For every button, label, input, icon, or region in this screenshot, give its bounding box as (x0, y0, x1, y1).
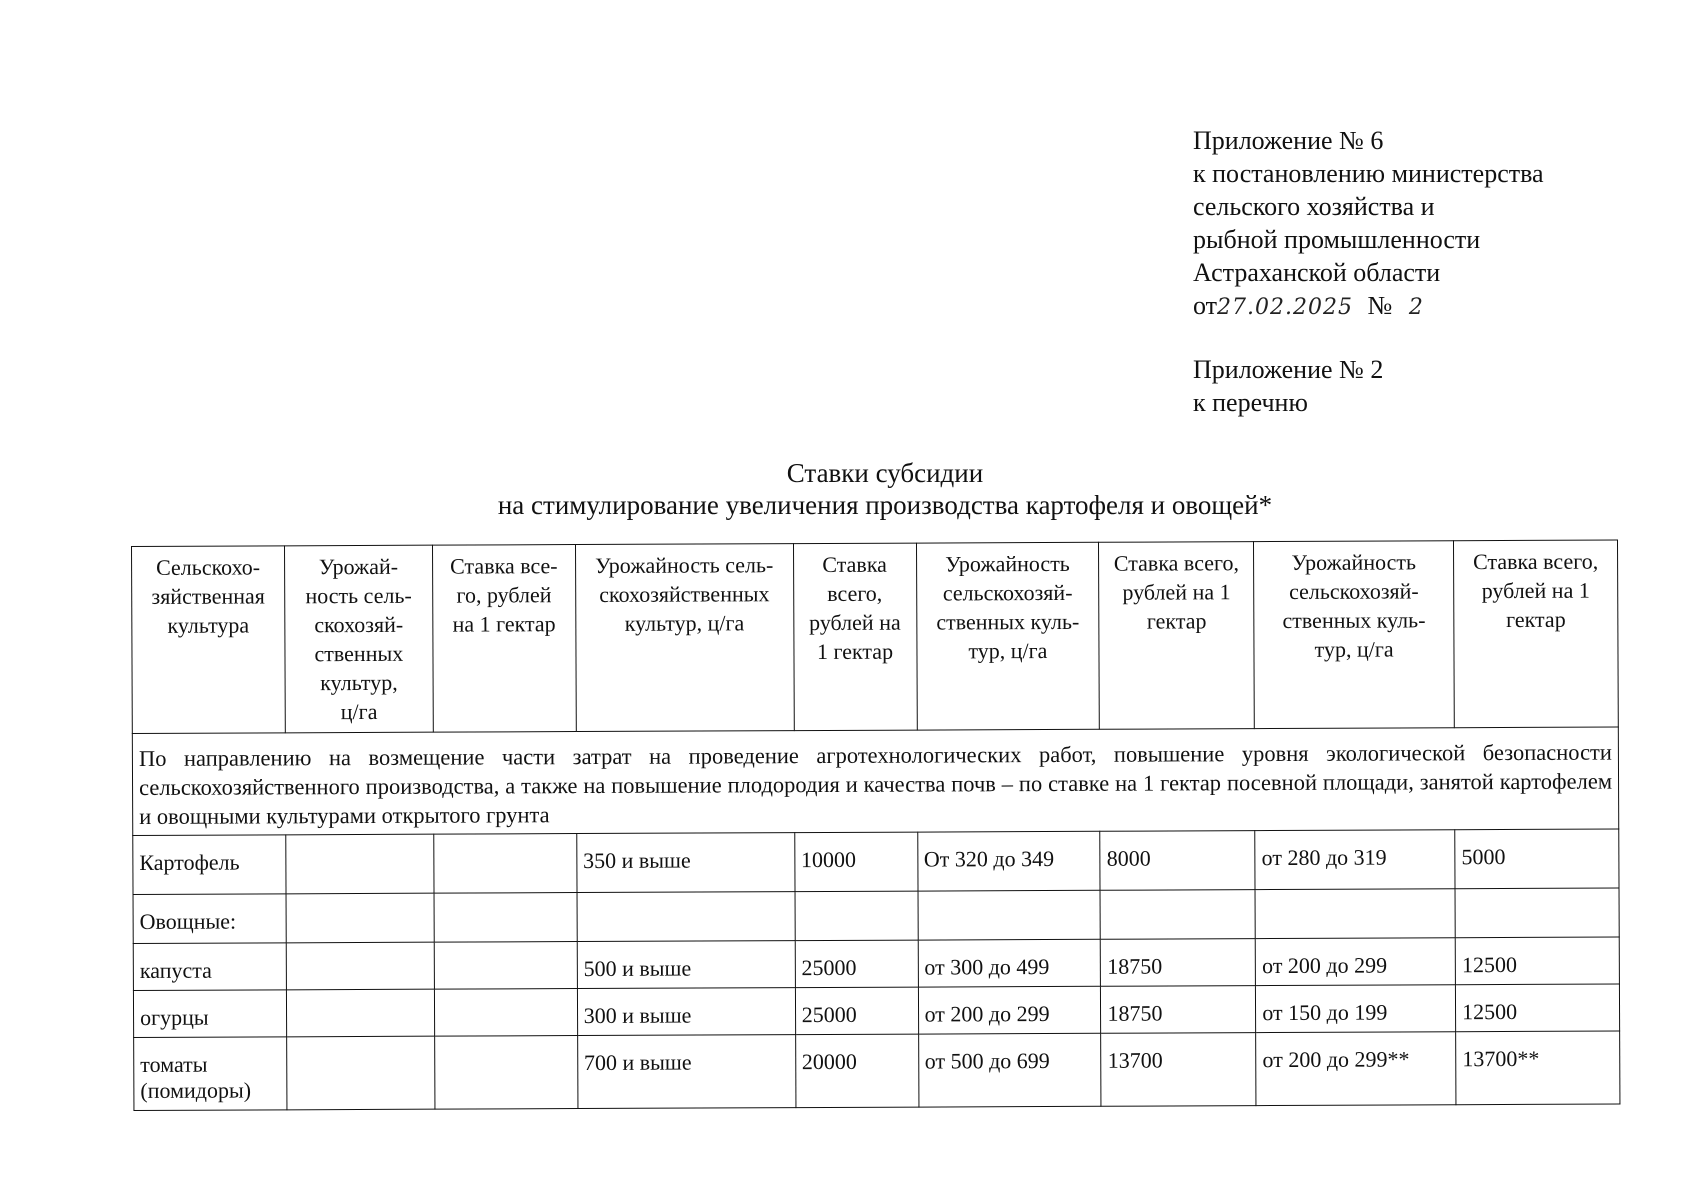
section-description: По направлению на возмещение части затрат на проведение агротехнологических работ, повышение уровня экологической безопасности сельскохозяйственного производства, а также на повышение плодородия и качества почв – по ставке на 1 гектар посевной площади, занятой картофелем и овощными культурами открытого грунта (132, 727, 1618, 835)
table-cell: 20000 (795, 1034, 918, 1108)
table-cell (795, 891, 918, 941)
column-header: Урожай- ность сель- скохозяй- ственных культур, ц/га (284, 545, 433, 733)
appendix-line: Приложение № 2 (1193, 355, 1384, 384)
table-row (134, 1031, 1620, 1110)
table-cell: 12500 (1456, 984, 1620, 1032)
table-cell: от 200 до 299** (1256, 1032, 1456, 1106)
table-cell: 12500 (1455, 937, 1619, 985)
table-cell: 700 и выше (577, 1035, 795, 1109)
table-cell: 500 и выше (577, 941, 795, 989)
appendix-line: к постановлению министерства (1193, 159, 1544, 188)
table-cell: 18750 (1101, 939, 1256, 987)
appendix-line: к перечню (1193, 388, 1308, 417)
table-cell (286, 834, 434, 894)
table-cell (1455, 888, 1619, 938)
table-cell (434, 893, 577, 943)
table-cell: 8000 (1100, 831, 1255, 891)
table-cell: 13700 (1101, 1033, 1256, 1107)
table-cell: от 200 до 299 (918, 986, 1101, 1034)
table-row (133, 937, 1619, 990)
table-cell: 350 и выше (576, 833, 794, 893)
table-cell (577, 892, 795, 942)
table-cell: От 320 до 349 (917, 831, 1100, 891)
subsidy-rates-table (131, 540, 1620, 1111)
column-header: Ставка всего, рублей на 1 гектар (1099, 542, 1255, 730)
date-prefix: от (1193, 291, 1218, 320)
table-cell: от 150 до 199 (1256, 985, 1456, 1033)
column-header: Сельскохо- зяйственная культура (132, 546, 286, 734)
crop-name-cell: Картофель (133, 835, 286, 895)
table-header-row (132, 540, 1619, 733)
table-cell (287, 1036, 435, 1110)
crop-name-cell: томаты (помидоры) (134, 1037, 287, 1111)
table-cell: 10000 (794, 832, 917, 892)
table-cell: 25000 (795, 987, 918, 1035)
appendix-line: сельского хозяйства и (1193, 192, 1435, 221)
table-row (133, 888, 1619, 943)
table-cell: 18750 (1101, 986, 1256, 1034)
crop-name-cell: огурцы (133, 990, 286, 1038)
table-row (133, 829, 1619, 894)
table-cell: 5000 (1455, 829, 1619, 889)
handwritten-number: 2 (1408, 295, 1424, 320)
crop-name-cell: капуста (133, 943, 286, 991)
table-cell: от 200 до 299 (1255, 938, 1455, 986)
table-cell (434, 989, 577, 1037)
appendix-date-line (1193, 289, 1544, 324)
appendix-line: рыбной промышленности (1193, 225, 1481, 254)
column-header: Ставка все- го, рублей на 1 гектар (432, 545, 576, 733)
handwritten-date: 27.02.2025 (1217, 295, 1353, 320)
table-cell (434, 942, 577, 990)
table-cell: от 300 до 499 (918, 939, 1101, 987)
column-header: Ставка всего, рублей на 1 гектар (1454, 540, 1619, 728)
table-cell (918, 890, 1101, 940)
column-header: Ставка всего, рублей на 1 гектар (793, 543, 917, 731)
table-cell: от 500 до 699 (918, 1033, 1101, 1107)
number-label: № (1367, 291, 1393, 320)
table-cell: 13700** (1456, 1031, 1620, 1105)
column-header: Урожайность сель- скохозяйственных культур, ц/га (575, 544, 794, 732)
table-cell (286, 942, 434, 990)
table-cell: 300 и выше (577, 988, 795, 1036)
appendix-line: Приложение № 6 (1193, 126, 1384, 155)
table-cell (434, 1036, 577, 1110)
table-cell (286, 989, 434, 1037)
column-header: Урожайность сельскохозяй- ственных куль- тур, ц/га (916, 542, 1100, 730)
table-cell (286, 893, 434, 943)
document-subtitle: на стимулирование увеличения производства картофеля и овощей* (497, 490, 1273, 520)
column-header: Урожайность сельскохозяй- ственных куль- тур, ц/га (1254, 541, 1455, 729)
section-row (132, 727, 1618, 835)
list-appendix-header (1193, 353, 1383, 419)
appendix-line: Астраханской области (1193, 258, 1441, 287)
crop-name-cell: Овощные: (133, 894, 286, 944)
table-cell (434, 834, 577, 894)
table-cell (1255, 889, 1455, 939)
table-cell: от 280 до 319 (1255, 830, 1455, 890)
document-title: Ставки субсидии (786, 458, 984, 488)
appendix-header (1193, 124, 1544, 324)
table-cell (1100, 890, 1255, 940)
table-cell: 25000 (795, 940, 918, 988)
table-row (133, 984, 1619, 1037)
